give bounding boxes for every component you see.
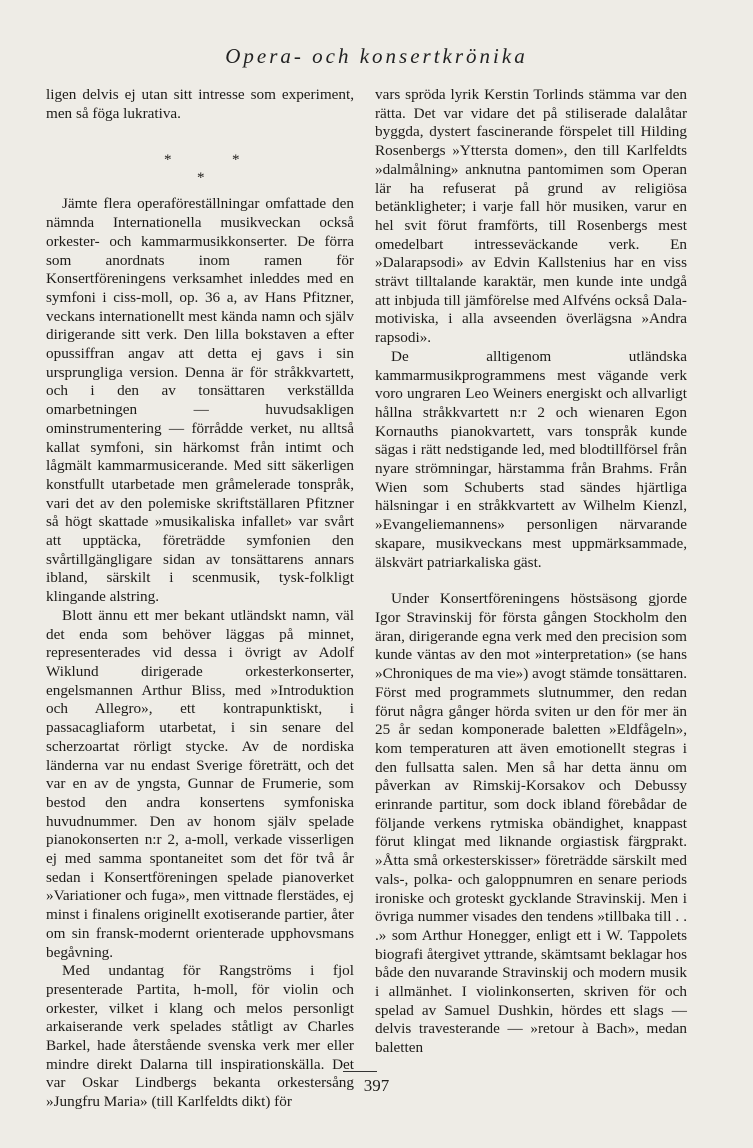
paragraph: De alltigenom utländska kammarmusikprogrammens mest vägande verk voro ungraren Leo Weiners energiskt och allvarligt hållna stråkkvartett n:r 2 och wienaren Egon Kornauths pianokvartett, vars tonspråk kunde sägas i rätt nedstigande led, med blodtillförsel från nyare strömningar, härstamma från Brahms. Från Wien som Schuberts stad sändes hjärtliga hälsningar i en stråkkvartett av Wilhelm Kienzl, »Evangeliemannens» personligen närvarande skapare, musikveckans mest uppmärksammade, älskvärt patriarkaliska gäst.: [375, 347, 687, 571]
paragraph: vars spröda lyrik Kerstin Torlinds stämma var den rätta. Det var vidare det på stiliserade dalalåtar byggda, dystert fascinerande förspelet till Hilding Rosenbergs »Yttersta domen», den till Karlfeldts »dalmålning» anknutna pantomimen som Operan lär ha refuserat på grund av religiösa betänkligheter; i varje fall hör musiken, varur en hel svit förut framförts, till Rosenbergs mest omedelbart intresseväckande verk. En »Dalarapsodi» av Edvin Kallstenius har en viss strävt tilltalande karaktär, men kunde inte undgå att inbjuda till jämförelse med Alfvéns också Dala-motiviska, i alla avseenden överlägsna »Andra rapsodi».: [375, 86, 687, 347]
paragraph: ligen delvis ej utan sitt intresse som experiment, men så föga lukrativa.: [46, 86, 354, 122]
asterisk: *: [197, 170, 205, 187]
running-header: Opera- och konsertkrönika: [225, 44, 528, 68]
asterisk: *: [164, 152, 172, 169]
left-column: [46, 86, 354, 1112]
section-break-asterisks: [46, 127, 354, 187]
right-column: [375, 86, 687, 1058]
footer-rule: [343, 1071, 377, 1072]
page-number: 397: [363, 1076, 390, 1095]
paragraph: Jämte flera operaföreställningar omfattade den nämnda Internationella musikveckan också orkester- och kammarmusikkonserter. De förra som anordnats inom ramen för Konsertföreningens verksamhet inleddes med en symfoni i ciss-moll, op. 36 a, av Hans Pfitzner, veckans internationellt mest kända namn och själv dirigerande sitt verk. Den lilla bokstaven a efter opussiffran angav att detta ej gavs i sin ursprungliga version. Denna är för stråkkvartett, och i den av tonsättaren verkställda omarbetningen — huvudsakligen ominstrumentering — förrådde verket, nu alltså kallat symfoni, sin härkomst från intimt och lågmält kammarmusicerande. Med sitt säkerligen konstfullt utarbetade men gråmelerade tonspråk, vari det av den polemiske skriftställaren Pfitzner så högt skattade »musikaliska infallet» var svårt att upptäcka, företrädde symfonien den svårtillgängligare sidan av tonsättarens annars ibland, särskilt i scenmusik, tysk-folkligt klingande alstring.: [46, 195, 354, 606]
paragraph: Blott ännu ett mer bekant utländskt namn, väl det enda som behöver läggas på minnet, representerades vid dessa i övrigt av Adolf Wiklund dirigerade orkesterkonserter, engelsmannen Arthur Bliss, med »Introduktion och Allegro», ett kontrapunktiskt, i passacagliaform utarbetat, i sin senare del scherzoartat rörligt stycke. Av de nordiska länderna var nu endast Sverige företrätt, och det var en av de yngsta, Gunnar de Frumerie, som bestod den andra konsertens symfoniska huvudnummer. Den av honom själv spelade pianokonserten n:r 2, a-moll, verkade visserligen ej med samma spontaneitet som det för två år sedan i Konsertföreningen spelade pianoverket »Variationer och fuga», men vittnade flerstädes, ej minst i finalens originellt exotiserande partier, åter om sin fransk-modernt orienterade upphovsmans begåvning.: [46, 606, 354, 961]
paragraph: Under Konsertföreningens höstsäsong gjorde Igor Stravinskij för första gången Stockholm den äran, dirigerande egna verk med den precision som kunde väntas av den mot »interpretation» (se hans »Chroniques de ma vie») avogt stämde tonsättaren. Först med programmets slutnummer, den redan förut några gånger hörda sviten ur den för mer än 25 år sedan komponerade baletten »Eldfågeln», kom temperaturen att även emotionellt stegras i den fullsatta salen. Men så har detta ännu om påverkan av Rimskij-Korsakov och Debussy erinrande partitur, som dock ibland förebådar de följande verkens rytmiska obändighet, knappast förut klingat med liknande orgiastisk färgprakt. »Åtta små orkesterskisser» företrädde särskilt med vals-, polka- och galoppnumren en senare periods ironiske och groteskt gycklande Stravinskij. Men i övriga nummer visades den tendens »tillbaka till . . .» som Arthur Honegger, enligt ett i W. Tappolets biografi återgivet yttrande, skämtsamt beklagar hos både den nuvarande Stravinskij och modern musik i allmänhet. I violinkonserten, skriven för och spelad av Samuel Dushkin, hördes ett slags — delvis travesterande — »retour à Bach», medan baletten: [375, 590, 687, 1057]
asterisk: *: [232, 152, 240, 169]
paragraph: Med undantag för Rangströms i fjol presenterade Partita, h-moll, för violin och orkester, vilket i klang och melos personligt arkaiserande verk spelades ståtligt av Charles Barkel, hade återstående svenska verk mer eller mindre direkt Dalarna till inspirationskälla. Det var Oskar Lindbergs bekanta orkestersång »Jungfru Maria» (till Karlfeldts dikt) för: [46, 962, 354, 1111]
